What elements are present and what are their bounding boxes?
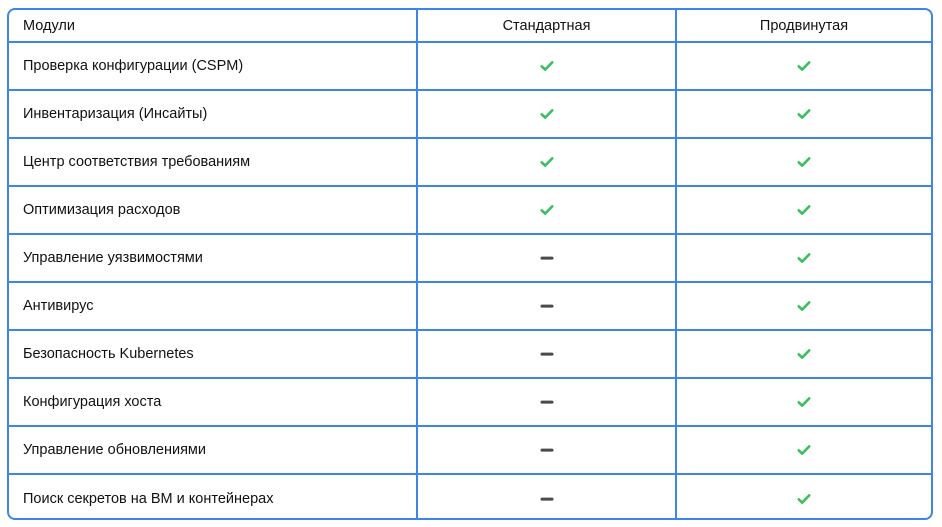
table-row	[9, 91, 931, 139]
check-icon	[797, 108, 811, 120]
check-icon	[797, 300, 811, 312]
standard-cell	[418, 427, 677, 473]
table-row	[9, 187, 931, 235]
advanced-cell	[677, 331, 931, 377]
table-header-row	[9, 10, 931, 43]
advanced-cell	[677, 283, 931, 329]
check-icon	[540, 204, 554, 216]
check-icon	[540, 108, 554, 120]
module-name: Управление обновлениями	[9, 427, 418, 473]
check-icon	[797, 444, 811, 456]
dash-icon	[540, 493, 554, 505]
advanced-cell	[677, 91, 931, 137]
table-row	[9, 427, 931, 475]
check-icon	[540, 156, 554, 168]
standard-cell	[418, 475, 677, 520]
table-row	[9, 43, 931, 91]
check-icon	[797, 60, 811, 72]
check-icon	[797, 252, 811, 264]
check-icon	[540, 60, 554, 72]
module-name: Поиск секретов на ВМ и контейнерах	[9, 475, 418, 520]
column-header-advanced: Продвинутая	[759, 17, 849, 34]
module-name: Инвентаризация (Инсайты)	[9, 91, 418, 137]
table-row	[9, 139, 931, 187]
dash-icon	[540, 444, 554, 456]
check-icon	[797, 493, 811, 505]
column-header-standard: Стандартная	[418, 10, 677, 41]
module-name: Безопасность Kubernetes	[9, 331, 418, 377]
table-row	[9, 475, 931, 520]
standard-cell	[418, 379, 677, 425]
table-row	[9, 379, 931, 427]
standard-cell	[418, 187, 677, 233]
table-row	[9, 331, 931, 379]
module-name: Управление уязвимостями	[9, 235, 418, 281]
module-name: Проверка конфигурации (CSPM)	[9, 43, 418, 89]
standard-cell	[418, 91, 677, 137]
advanced-cell	[677, 427, 931, 473]
check-icon	[797, 156, 811, 168]
advanced-cell	[677, 43, 931, 89]
standard-cell	[418, 283, 677, 329]
dash-icon	[540, 348, 554, 360]
dash-icon	[540, 396, 554, 408]
module-name: Оптимизация расходов	[9, 187, 418, 233]
module-name: Конфигурация хоста	[9, 379, 418, 425]
table-row	[9, 235, 931, 283]
standard-cell	[418, 331, 677, 377]
advanced-cell	[677, 187, 931, 233]
standard-cell	[418, 235, 677, 281]
dash-icon	[540, 252, 554, 264]
check-icon	[797, 204, 811, 216]
standard-cell	[418, 43, 677, 89]
standard-cell	[418, 139, 677, 185]
dash-icon	[540, 300, 554, 312]
check-icon	[797, 396, 811, 408]
advanced-cell	[677, 139, 931, 185]
comparison-table	[7, 8, 933, 520]
advanced-cell	[677, 379, 931, 425]
module-name: Антивирус	[9, 283, 418, 329]
table-row	[9, 283, 931, 331]
module-name: Центр соответствия требованиям	[9, 139, 418, 185]
check-icon	[797, 348, 811, 360]
column-header-modules: Модули	[9, 10, 418, 41]
advanced-cell	[677, 475, 931, 520]
advanced-cell	[677, 235, 931, 281]
